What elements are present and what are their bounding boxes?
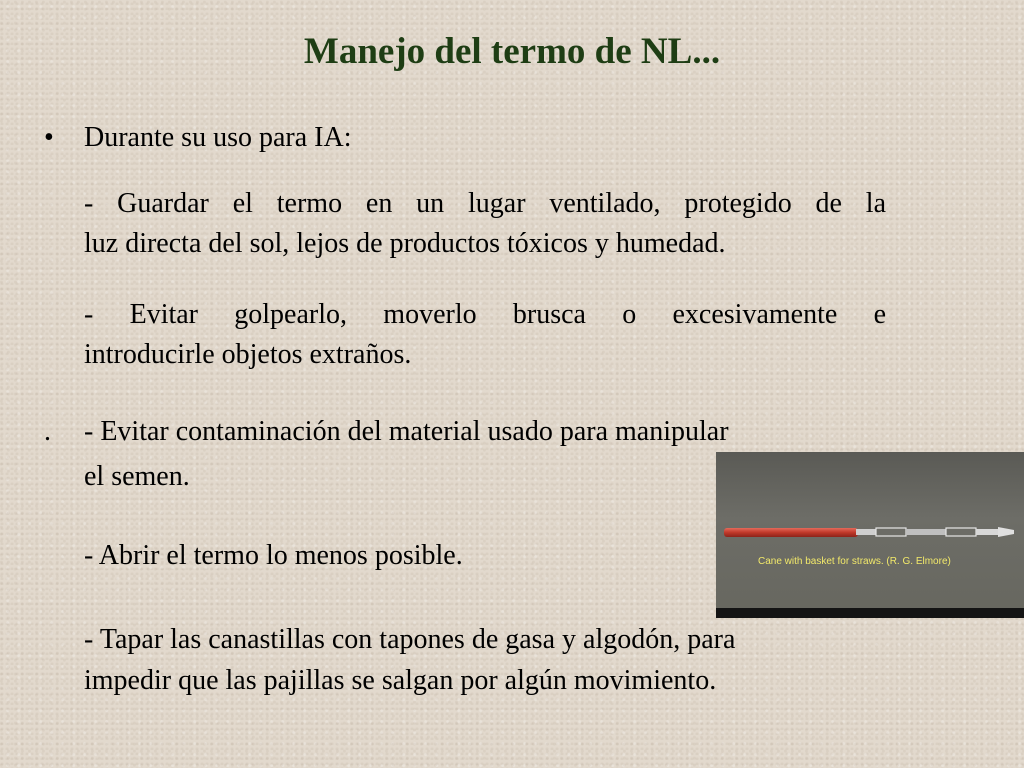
slide-title: Manejo del termo de NL... — [303, 31, 721, 72]
photo-bottom-strip — [716, 608, 1024, 618]
item-store-thermos-line2: luz directa del sol, lejos de productos tóxicos y humedad. — [84, 228, 726, 259]
item-store-thermos — [84, 184, 886, 264]
item-avoid-hitting — [84, 295, 886, 375]
item-store-thermos-line1: - Guardar el termo en un lugar ventilado, protegido de la — [84, 188, 886, 219]
item-avoid-hitting-line2: introducirle objetos extraños. — [84, 339, 412, 370]
cane-basket-shape — [856, 525, 1016, 539]
item-avoid-contamination-line1: - Evitar contaminación del material usado para manipular — [84, 416, 729, 447]
item-marker: . — [44, 416, 51, 447]
cane-rod-shape — [724, 528, 858, 537]
bullet-icon: • — [44, 122, 54, 153]
item-open-thermos: - Abrir el termo lo menos posible. — [84, 540, 463, 571]
item-cover-baskets-line1: - Tapar las canastillas con tapones de gasa y algodón, para — [84, 624, 736, 655]
bullet-heading: Durante su uso para IA: — [84, 122, 352, 153]
cane-photo — [716, 452, 1024, 618]
item-avoid-contamination-line2: el semen. — [84, 461, 190, 492]
item-cover-baskets-line2: impedir que las pajillas se salgan por algún movimiento. — [84, 665, 717, 696]
item-avoid-hitting-line1: - Evitar golpearlo, moverlo brusca o excesivamente e — [84, 299, 886, 330]
photo-caption: Cane with basket for straws. (R. G. Elmore) — [758, 556, 951, 567]
